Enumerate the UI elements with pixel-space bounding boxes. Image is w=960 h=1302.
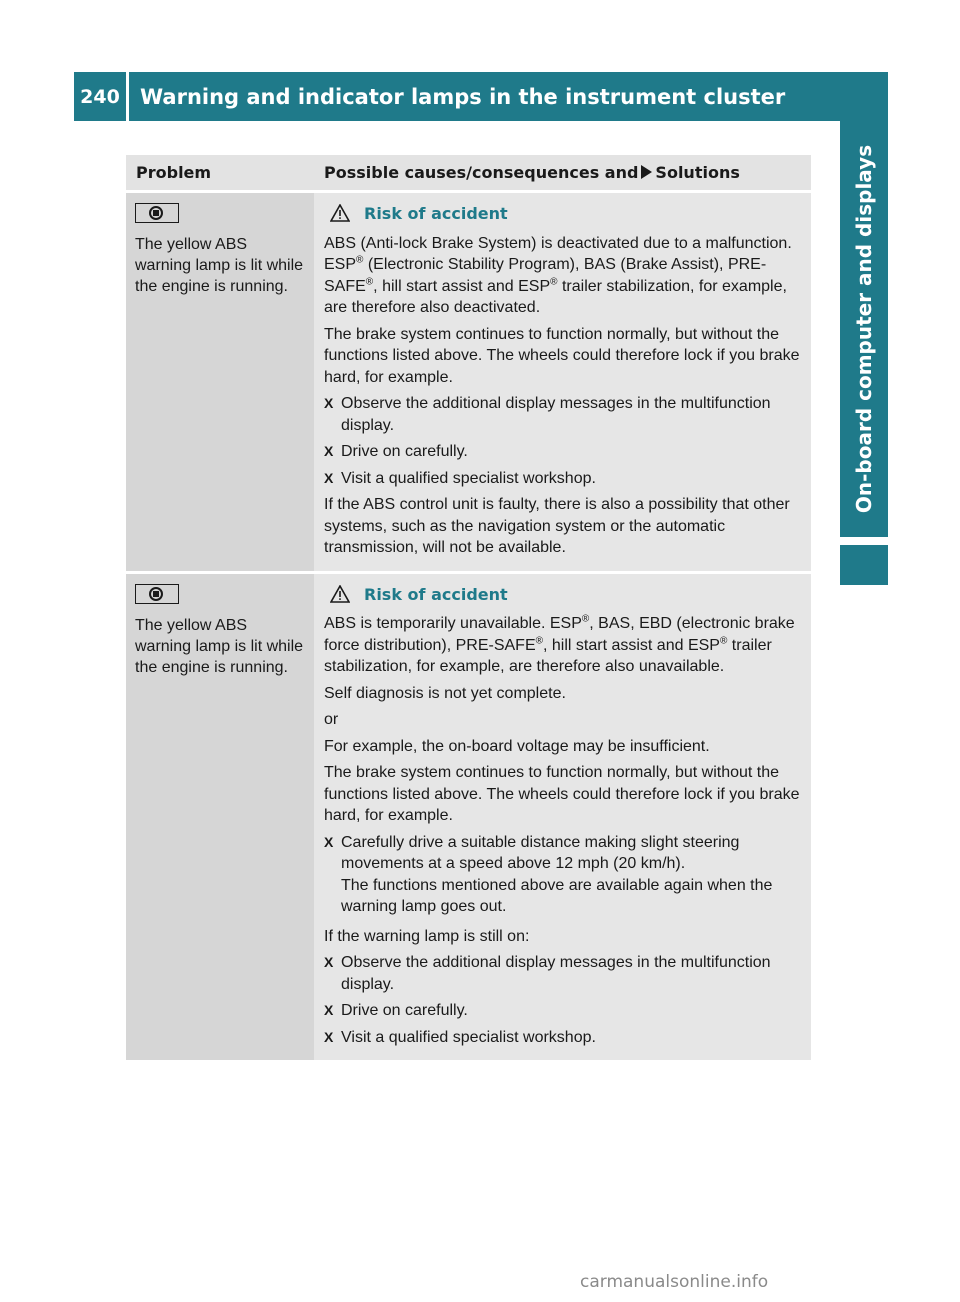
header-solutions bbox=[314, 163, 811, 182]
step-text: Drive on carefully. bbox=[341, 443, 468, 460]
arrow-right-icon bbox=[641, 165, 652, 179]
text-fragment: (Electronic Stability Program), BAS (Brake Assist), PRE-SAFE bbox=[324, 256, 767, 295]
table-row bbox=[126, 571, 811, 1061]
list-item bbox=[324, 441, 805, 463]
reg-mark: ® bbox=[365, 276, 374, 288]
warning-heading bbox=[324, 203, 805, 225]
reg-mark: ® bbox=[719, 635, 728, 647]
text-fragment: ABS is temporarily unavailable. ESP bbox=[324, 615, 582, 632]
problem-cell bbox=[126, 574, 314, 1061]
text-fragment: trailer stabilization, for example, are therefore also deactivated. bbox=[324, 277, 787, 316]
paragraph: If the ABS control unit is faulty, there is also a possibility that other systems, such as the navigation system or the automatic transmission, will not be available. bbox=[324, 496, 790, 556]
reg-mark: ® bbox=[356, 254, 364, 266]
paragraph: The brake system continues to function normally, but without the functions listed above. The wheels could therefore lock if you brake hard, for example. bbox=[324, 764, 800, 824]
page-number: 240 bbox=[80, 85, 120, 108]
paragraph bbox=[324, 613, 805, 678]
text-fragment: , hill start assist and ESP bbox=[543, 636, 720, 654]
header-problem: Problem bbox=[136, 163, 212, 182]
problem-text: The yellow ABS warning lamp is lit while the engine is running. bbox=[135, 236, 304, 295]
step-text: Drive on carefully. bbox=[341, 1002, 468, 1019]
list-item bbox=[324, 952, 805, 995]
step-main: Carefully drive a suitable distance making slight steering movements at a speed above 12 mph (20 km/h). bbox=[341, 833, 740, 872]
paragraph: The brake system continues to function normally, but without the functions listed above. The wheels could therefore lock if you brake hard, for example. bbox=[324, 325, 800, 386]
abs-lamp-icon bbox=[135, 203, 179, 223]
page-header bbox=[74, 72, 888, 121]
step-x-icon: X bbox=[324, 1028, 334, 1045]
reg-mark: ® bbox=[535, 635, 543, 647]
solution-cell bbox=[314, 574, 811, 1061]
step-text: Observe the additional display messages in the multifunction display. bbox=[341, 395, 771, 434]
step-text: Observe the additional display messages in the multifunction display. bbox=[341, 954, 771, 993]
warning-triangle-icon bbox=[330, 585, 352, 604]
step-x-icon: X bbox=[324, 954, 334, 970]
watermark: carmanualsonline.info bbox=[580, 1272, 769, 1292]
step-text bbox=[341, 832, 805, 918]
step-x-icon: X bbox=[324, 443, 334, 459]
step-x-icon: X bbox=[324, 833, 334, 850]
list-item bbox=[324, 832, 805, 918]
chapter-title: Warning and indicator lamps in the instrument cluster bbox=[140, 84, 786, 109]
side-tab-label: On-board computer and displays bbox=[852, 144, 876, 514]
problem-cell bbox=[126, 193, 314, 571]
paragraph bbox=[324, 233, 805, 319]
list-item bbox=[324, 1000, 805, 1022]
warning-heading bbox=[324, 584, 805, 606]
text-fragment: , BAS, EBD (electronic brake force distribution), PRE-SAFE bbox=[324, 615, 795, 654]
text-fragment: , hill start assist and ESP bbox=[373, 277, 551, 295]
problem-text: The yellow ABS warning lamp is lit while the engine is running. bbox=[135, 616, 304, 676]
step-x-icon: X bbox=[324, 1002, 334, 1018]
table-row bbox=[126, 190, 811, 571]
header-solutions-post: Solutions bbox=[655, 163, 740, 182]
step-x-icon: X bbox=[324, 469, 334, 486]
paragraph: For example, the on-board voltage may be insufficient. bbox=[324, 737, 710, 755]
reg-mark: ® bbox=[581, 613, 590, 625]
warning-title: Risk of accident bbox=[364, 204, 508, 223]
text-fragment: ABS (Anti-lock Brake System) is deactivated due to a malfunction. ESP bbox=[324, 234, 792, 273]
step-note: The functions mentioned above are available again when the warning lamp goes out. bbox=[341, 876, 773, 915]
reg-mark: ® bbox=[550, 276, 558, 288]
solution-cell bbox=[314, 193, 811, 571]
warning-triangle-icon bbox=[330, 204, 352, 223]
paragraph: If the warning lamp is still on: bbox=[324, 927, 530, 945]
step-text: Visit a qualified specialist workshop. bbox=[341, 1028, 596, 1046]
side-tab-marker bbox=[840, 545, 888, 585]
abs-lamp-icon bbox=[135, 584, 179, 604]
step-x-icon: X bbox=[324, 395, 334, 411]
side-tab bbox=[840, 121, 888, 537]
list-item bbox=[324, 393, 805, 436]
step-text: Visit a qualified specialist workshop. bbox=[341, 469, 596, 487]
list-item bbox=[324, 468, 805, 490]
text-fragment: trailer stabilization, for example, are therefore also unavailable. bbox=[324, 636, 772, 675]
lamp-table bbox=[126, 155, 811, 1060]
table-header bbox=[126, 155, 811, 190]
paragraph: or bbox=[324, 711, 339, 728]
header-solutions-pre: Possible causes/consequences and bbox=[324, 163, 639, 182]
paragraph: Self diagnosis is not yet complete. bbox=[324, 684, 566, 702]
warning-title: Risk of accident bbox=[364, 584, 508, 604]
list-item bbox=[324, 1027, 805, 1049]
